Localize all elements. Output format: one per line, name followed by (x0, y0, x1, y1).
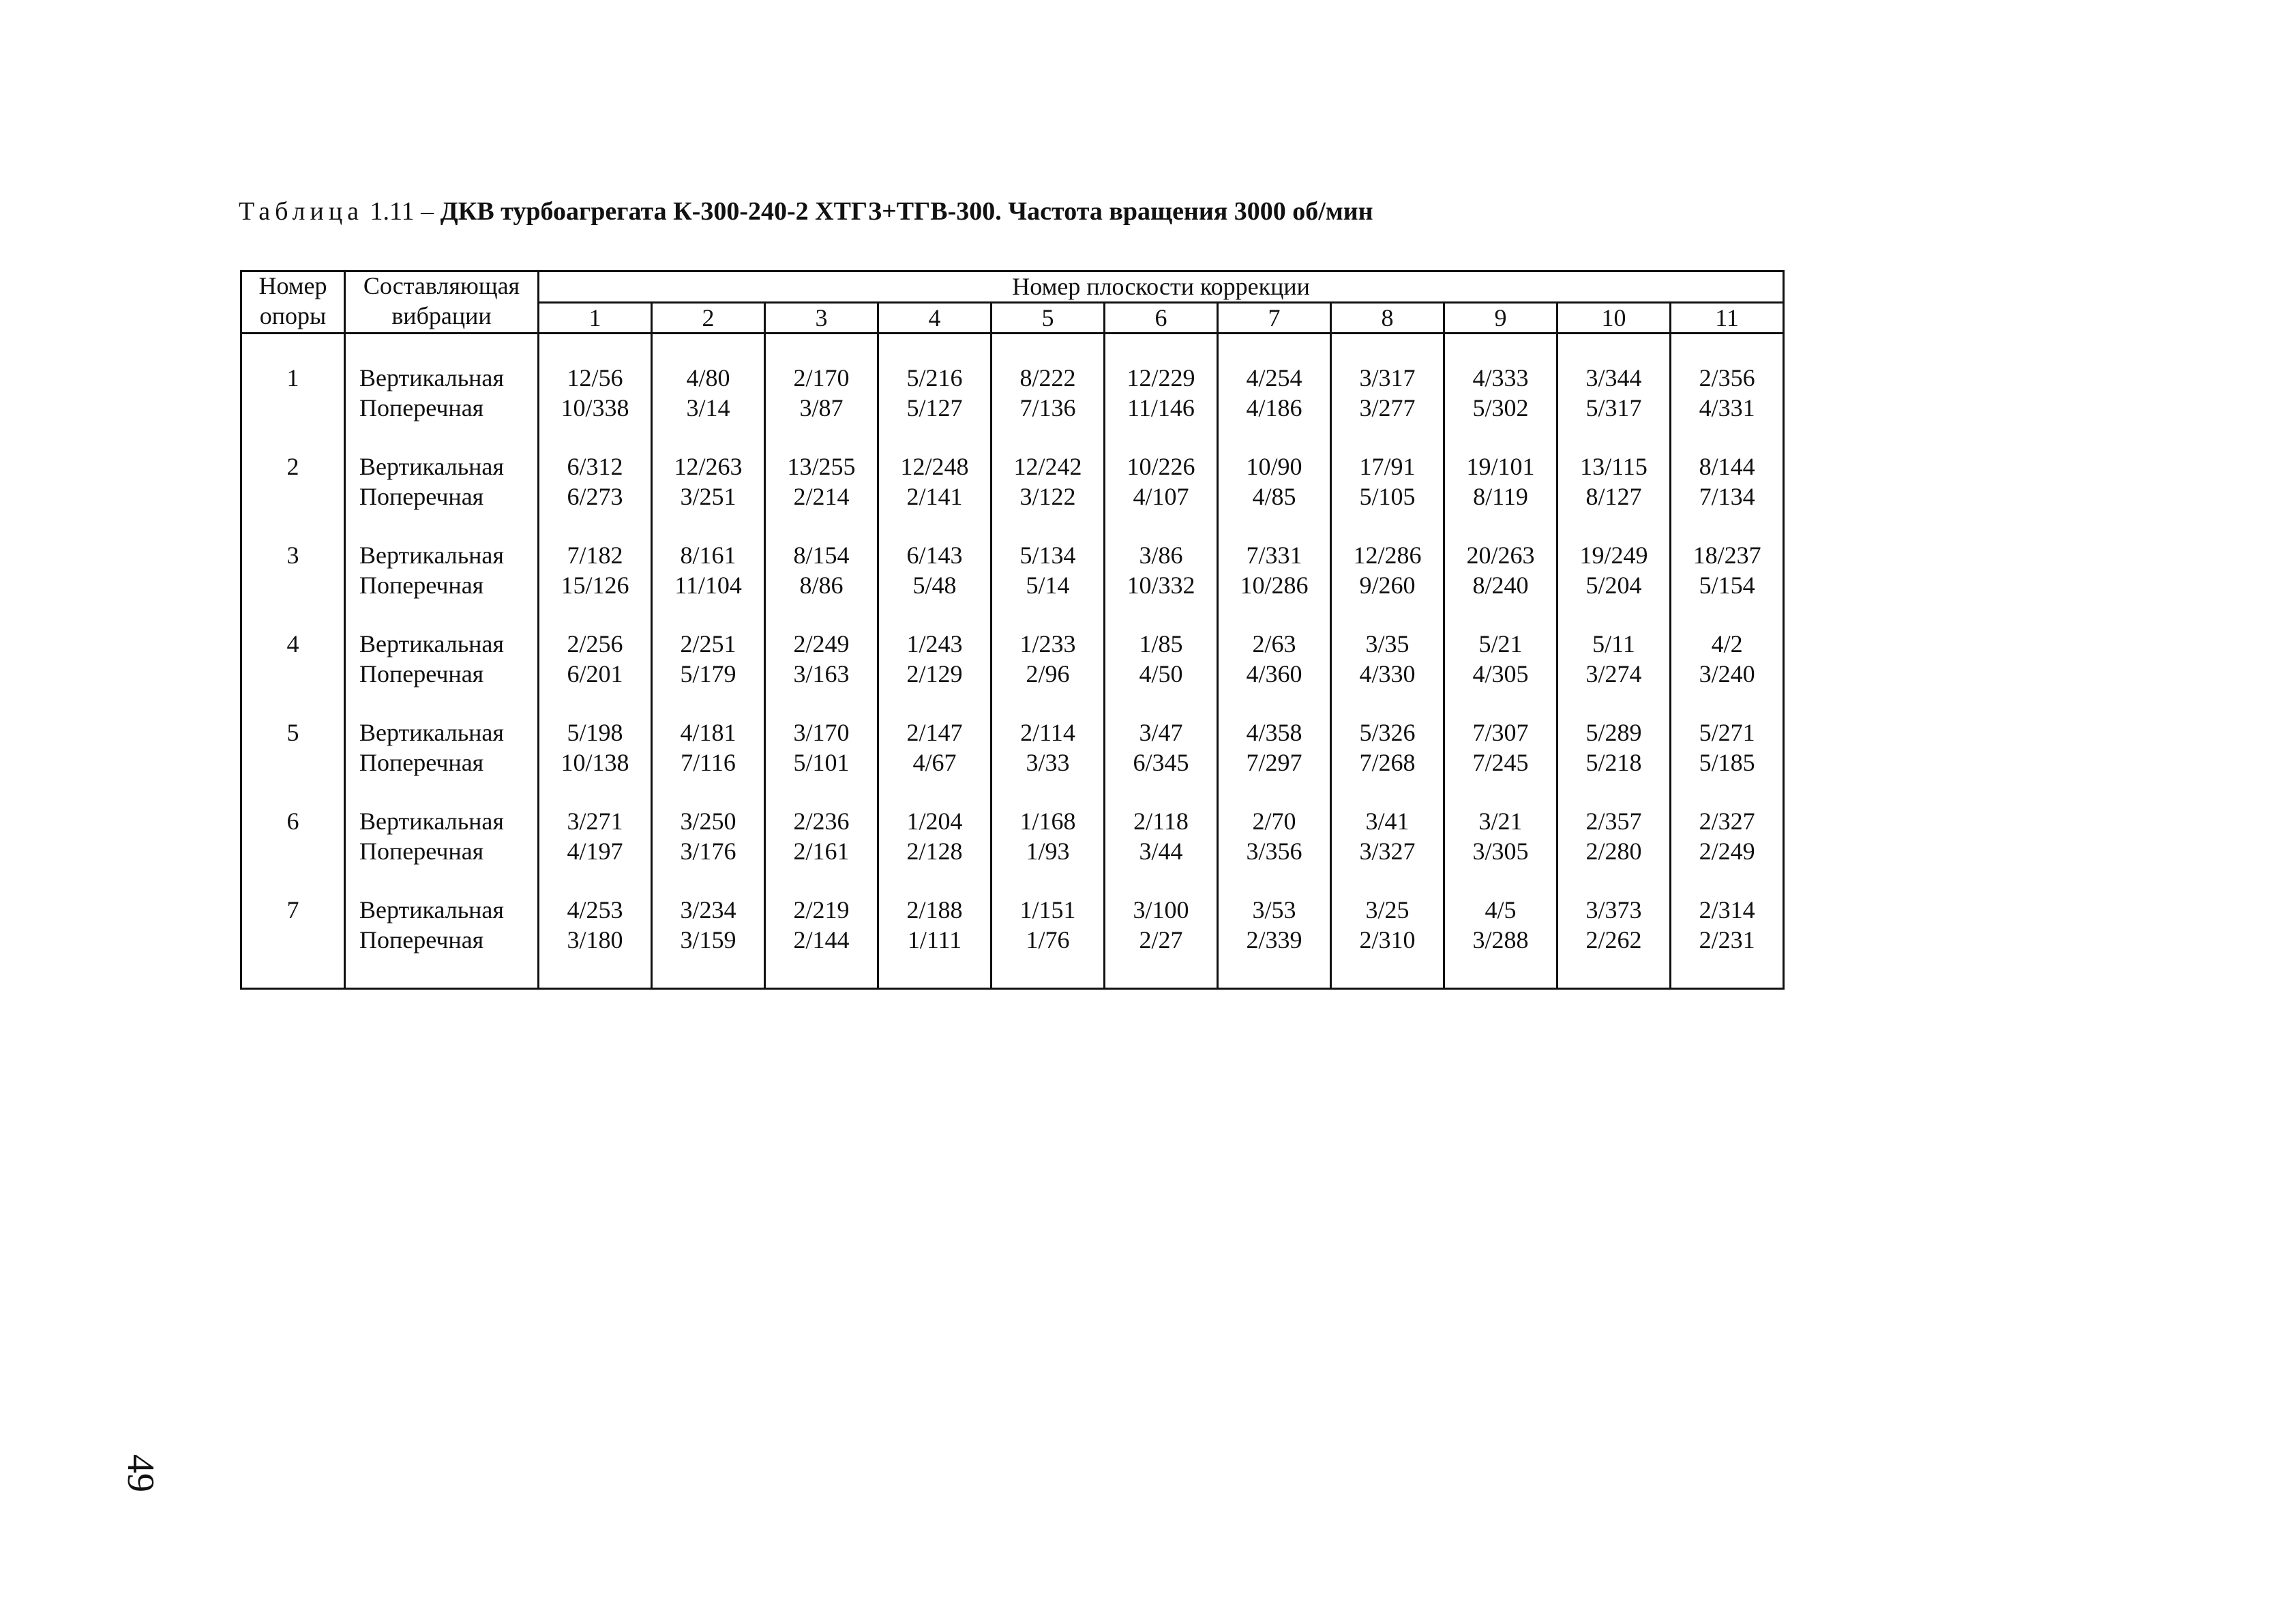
value-cell (652, 689, 765, 778)
table-header (241, 271, 1784, 334)
value-cell (1218, 778, 1331, 866)
transverse-value: 5/154 (1699, 572, 1755, 599)
transverse-value: 3/33 (1026, 749, 1070, 776)
vertical-value: 13/115 (1580, 453, 1648, 480)
vertical-value: 8/161 (680, 542, 736, 569)
value-cell (1557, 689, 1671, 778)
component-transverse: Поперечная (359, 483, 484, 510)
support-number: 2 (241, 423, 345, 512)
value-cell (1557, 334, 1671, 424)
vertical-value: 2/356 (1699, 364, 1755, 391)
component-vertical: Вертикальная (359, 453, 504, 480)
vertical-value: 4/254 (1246, 364, 1302, 391)
transverse-value: 5/317 (1585, 394, 1642, 422)
transverse-value: 7/297 (1246, 749, 1302, 776)
component-labels (345, 689, 539, 778)
transverse-value: 7/136 (1019, 394, 1076, 422)
vertical-value: 1/243 (906, 630, 963, 657)
transverse-value: 11/146 (1127, 394, 1195, 422)
transverse-value: 2/27 (1139, 926, 1183, 954)
component-vertical: Вертикальная (359, 808, 504, 835)
vertical-value: 12/229 (1127, 364, 1195, 391)
header-plane-11: 11 (1671, 302, 1784, 334)
header-plane-1: 1 (539, 302, 652, 334)
value-cell (765, 600, 878, 689)
vertical-value: 2/256 (567, 630, 623, 657)
transverse-value: 1/111 (907, 926, 962, 954)
value-cell (1331, 600, 1444, 689)
transverse-value: 4/85 (1252, 483, 1296, 510)
transverse-value: 2/280 (1585, 838, 1642, 865)
component-vertical: Вертикальная (359, 364, 504, 391)
vertical-value: 5/271 (1699, 719, 1755, 746)
value-cell (1105, 689, 1218, 778)
transverse-value: 2/310 (1359, 926, 1416, 954)
transverse-value: 2/262 (1585, 926, 1642, 954)
value-cell (878, 778, 992, 866)
vertical-value: 3/53 (1252, 896, 1296, 923)
value-cell (1444, 600, 1557, 689)
transverse-value: 6/345 (1133, 749, 1189, 776)
component-transverse: Поперечная (359, 838, 484, 865)
vertical-value: 8/222 (1019, 364, 1076, 391)
vertical-value: 17/91 (1359, 453, 1416, 480)
vertical-value: 2/118 (1133, 808, 1189, 835)
value-cell (1671, 334, 1784, 424)
value-cell (878, 600, 992, 689)
value-cell (1105, 600, 1218, 689)
transverse-value: 4/186 (1246, 394, 1302, 422)
transverse-value: 3/14 (686, 394, 730, 422)
vertical-value: 3/21 (1478, 808, 1523, 835)
support-number: 5 (241, 689, 345, 778)
value-cell (1671, 689, 1784, 778)
header-plane-2: 2 (652, 302, 765, 334)
value-cell (992, 512, 1105, 600)
header-plane-10: 10 (1557, 302, 1671, 334)
support-number: 3 (241, 512, 345, 600)
transverse-value: 3/288 (1472, 926, 1529, 954)
vertical-value: 13/255 (787, 453, 856, 480)
transverse-value: 5/105 (1359, 483, 1416, 510)
vertical-value: 2/357 (1585, 808, 1642, 835)
vertical-value: 3/47 (1139, 719, 1183, 746)
support-number: 7 (241, 866, 345, 989)
transverse-value: 3/176 (680, 838, 736, 865)
vertical-value: 5/326 (1359, 719, 1416, 746)
value-cell (1444, 334, 1557, 424)
table-caption (239, 196, 1373, 226)
transverse-value: 4/67 (912, 749, 957, 776)
value-cell (765, 866, 878, 989)
vertical-value: 2/63 (1252, 630, 1296, 657)
value-cell (1671, 423, 1784, 512)
transverse-value: 5/302 (1472, 394, 1529, 422)
transverse-value: 3/180 (567, 926, 623, 954)
transverse-value: 4/305 (1472, 660, 1529, 688)
vertical-value: 3/271 (567, 808, 623, 835)
transverse-value: 5/185 (1699, 749, 1755, 776)
value-cell (1444, 778, 1557, 866)
value-cell (652, 600, 765, 689)
component-transverse: Поперечная (359, 749, 484, 776)
value-cell (1444, 866, 1557, 989)
vertical-value: 19/249 (1579, 542, 1648, 569)
header-plane-9: 9 (1444, 302, 1557, 334)
value-cell (1218, 866, 1331, 989)
vertical-value: 19/101 (1466, 453, 1535, 480)
transverse-value: 5/127 (906, 394, 963, 422)
vertical-value: 2/147 (906, 719, 963, 746)
transverse-value: 2/96 (1026, 660, 1070, 688)
table-row (241, 334, 1784, 424)
transverse-value: 2/231 (1699, 926, 1755, 954)
vertical-value: 2/70 (1252, 808, 1296, 835)
vertical-value: 1/151 (1019, 896, 1076, 923)
transverse-value: 6/273 (567, 483, 623, 510)
vertical-value: 2/327 (1699, 808, 1755, 835)
vertical-value: 5/289 (1585, 719, 1642, 746)
component-transverse: Поперечная (359, 660, 484, 688)
transverse-value: 10/332 (1127, 572, 1195, 599)
transverse-value: 3/87 (799, 394, 844, 422)
value-cell (878, 866, 992, 989)
header-planes-title: Номер плоскости коррекции (539, 271, 1784, 303)
component-labels (345, 334, 539, 424)
vertical-value: 1/204 (906, 808, 963, 835)
transverse-value: 3/251 (680, 483, 736, 510)
header-component: Составляющая вибрации (345, 271, 539, 334)
header-plane-7: 7 (1218, 302, 1331, 334)
vertical-value: 3/344 (1585, 364, 1642, 391)
vertical-value: 12/56 (567, 364, 623, 391)
vertical-value: 2/114 (1020, 719, 1075, 746)
value-cell (765, 334, 878, 424)
table-row (241, 512, 1784, 600)
transverse-value: 5/48 (912, 572, 957, 599)
transverse-value: 5/204 (1585, 572, 1642, 599)
transverse-value: 7/268 (1359, 749, 1416, 776)
value-cell (539, 423, 652, 512)
vertical-value: 2/219 (793, 896, 850, 923)
vertical-value: 4/358 (1246, 719, 1302, 746)
vertical-value: 12/248 (900, 453, 969, 480)
value-cell (1218, 512, 1331, 600)
value-cell (1671, 512, 1784, 600)
value-cell (1331, 778, 1444, 866)
vertical-value: 4/333 (1472, 364, 1529, 391)
value-cell (539, 512, 652, 600)
page-number: 49 (119, 1454, 162, 1492)
component-transverse: Поперечная (359, 394, 484, 422)
vertical-value: 3/41 (1365, 808, 1410, 835)
value-cell (539, 600, 652, 689)
vertical-value: 6/143 (906, 542, 963, 569)
transverse-value: 3/356 (1246, 838, 1302, 865)
value-cell (992, 334, 1105, 424)
value-cell (539, 334, 652, 424)
value-cell (1218, 423, 1331, 512)
value-cell (539, 866, 652, 989)
value-cell (1444, 512, 1557, 600)
table-row (241, 600, 1784, 689)
value-cell (652, 866, 765, 989)
vertical-value: 3/317 (1359, 364, 1416, 391)
value-cell (1557, 423, 1671, 512)
component-labels (345, 423, 539, 512)
value-cell (992, 778, 1105, 866)
transverse-value: 10/338 (561, 394, 629, 422)
transverse-value: 2/144 (793, 926, 850, 954)
component-labels (345, 778, 539, 866)
vertical-value: 2/251 (680, 630, 736, 657)
transverse-value: 2/128 (906, 838, 963, 865)
value-cell (652, 423, 765, 512)
vertical-value: 10/226 (1127, 453, 1195, 480)
transverse-value: 7/245 (1472, 749, 1529, 776)
value-cell (992, 866, 1105, 989)
table-row (241, 689, 1784, 778)
transverse-value: 4/50 (1139, 660, 1183, 688)
vertical-value: 2/170 (793, 364, 850, 391)
transverse-value: 10/138 (561, 749, 629, 776)
vertical-value: 6/312 (567, 453, 623, 480)
transverse-value: 2/249 (1699, 838, 1755, 865)
transverse-value: 5/218 (1585, 749, 1642, 776)
vertical-value: 1/168 (1019, 808, 1076, 835)
transverse-value: 4/330 (1359, 660, 1416, 688)
vertical-value: 5/198 (567, 719, 623, 746)
transverse-value: 2/129 (906, 660, 963, 688)
transverse-value: 6/201 (567, 660, 623, 688)
vertical-value: 3/100 (1133, 896, 1189, 923)
value-cell (1671, 866, 1784, 989)
transverse-value: 3/159 (680, 926, 736, 954)
transverse-value: 4/331 (1699, 394, 1755, 422)
value-cell (1331, 512, 1444, 600)
transverse-value: 11/104 (674, 572, 742, 599)
vertical-value: 3/35 (1365, 630, 1410, 657)
value-cell (1557, 512, 1671, 600)
support-number: 6 (241, 778, 345, 866)
value-cell (1105, 423, 1218, 512)
vertical-value: 3/25 (1365, 896, 1410, 923)
caption-title: ДКВ турбоагрегата К-300-240-2 ХТГЗ+ТГВ-300. Частота вращения 3000 об/мин (440, 197, 1373, 226)
component-transverse: Поперечная (359, 572, 484, 599)
value-cell (992, 423, 1105, 512)
transverse-value: 3/240 (1699, 660, 1755, 688)
value-cell (1557, 600, 1671, 689)
vertical-value: 5/134 (1019, 542, 1076, 569)
transverse-value: 2/339 (1246, 926, 1302, 954)
component-transverse: Поперечная (359, 926, 484, 954)
value-cell (1671, 600, 1784, 689)
transverse-value: 5/14 (1026, 572, 1070, 599)
transverse-value: 3/44 (1139, 838, 1183, 865)
value-cell (765, 423, 878, 512)
vertical-value: 2/314 (1699, 896, 1755, 923)
component-vertical: Вертикальная (359, 719, 504, 746)
table-row (241, 778, 1784, 866)
vertical-value: 4/80 (686, 364, 730, 391)
vertical-value: 20/263 (1466, 542, 1535, 569)
value-cell (1331, 689, 1444, 778)
vertical-value: 3/234 (680, 896, 736, 923)
vertical-value: 2/188 (906, 896, 963, 923)
transverse-value: 8/86 (799, 572, 844, 599)
value-cell (652, 778, 765, 866)
header-plane-6: 6 (1105, 302, 1218, 334)
value-cell (878, 689, 992, 778)
value-cell (1671, 778, 1784, 866)
vertical-value: 18/237 (1693, 542, 1761, 569)
transverse-value: 3/305 (1472, 838, 1529, 865)
header-support: Номер опоры (241, 271, 345, 334)
vertical-value: 3/250 (680, 808, 736, 835)
value-cell (1557, 778, 1671, 866)
transverse-value: 4/360 (1246, 660, 1302, 688)
vertical-value: 8/144 (1699, 453, 1755, 480)
vertical-value: 3/86 (1139, 542, 1183, 569)
vertical-value: 7/331 (1246, 542, 1302, 569)
value-cell (992, 689, 1105, 778)
header-plane-5: 5 (992, 302, 1105, 334)
table-body (241, 334, 1784, 989)
vertical-value: 8/154 (793, 542, 850, 569)
value-cell (1105, 334, 1218, 424)
vertical-value: 5/216 (906, 364, 963, 391)
table-row (241, 423, 1784, 512)
value-cell (1105, 866, 1218, 989)
vertical-value: 2/249 (793, 630, 850, 657)
vertical-value: 3/170 (793, 719, 850, 746)
support-number: 1 (241, 334, 345, 424)
transverse-value: 1/76 (1026, 926, 1070, 954)
value-cell (765, 512, 878, 600)
value-cell (878, 334, 992, 424)
transverse-value: 2/214 (793, 483, 850, 510)
vertical-value: 4/181 (680, 719, 736, 746)
value-cell (1444, 423, 1557, 512)
vertical-value: 2/236 (793, 808, 850, 835)
support-number: 4 (241, 600, 345, 689)
value-cell (1331, 423, 1444, 512)
value-cell (765, 778, 878, 866)
transverse-value: 7/134 (1699, 483, 1755, 510)
vertical-value: 7/182 (567, 542, 623, 569)
vertical-value: 4/2 (1711, 630, 1743, 657)
caption-number: 1.11 – (370, 197, 434, 226)
transverse-value: 4/197 (567, 838, 623, 865)
transverse-value: 15/126 (561, 572, 629, 599)
transverse-value: 2/161 (793, 838, 850, 865)
component-labels (345, 866, 539, 989)
transverse-value: 3/327 (1359, 838, 1416, 865)
value-cell (1331, 334, 1444, 424)
value-cell (1331, 866, 1444, 989)
vertical-value: 7/307 (1472, 719, 1529, 746)
value-cell (878, 512, 992, 600)
transverse-value: 3/163 (793, 660, 850, 688)
transverse-value: 5/179 (680, 660, 736, 688)
vibration-coefficients-table (240, 270, 1785, 990)
component-labels (345, 512, 539, 600)
value-cell (539, 778, 652, 866)
transverse-value: 3/274 (1585, 660, 1642, 688)
value-cell (1218, 600, 1331, 689)
table-row (241, 866, 1784, 989)
transverse-value: 10/286 (1240, 572, 1309, 599)
transverse-value: 8/119 (1473, 483, 1528, 510)
value-cell (1105, 512, 1218, 600)
transverse-value: 1/93 (1026, 838, 1070, 865)
transverse-value: 8/240 (1472, 572, 1529, 599)
vertical-value: 12/242 (1013, 453, 1082, 480)
value-cell (1557, 866, 1671, 989)
transverse-value: 4/107 (1133, 483, 1189, 510)
vertical-value: 4/5 (1485, 896, 1517, 923)
vertical-value: 5/11 (1592, 630, 1635, 657)
transverse-value: 7/116 (681, 749, 736, 776)
value-cell (1218, 689, 1331, 778)
value-cell (652, 512, 765, 600)
value-cell (1105, 778, 1218, 866)
caption-prefix: Таблица (239, 197, 364, 226)
vertical-value: 5/21 (1478, 630, 1523, 657)
value-cell (539, 689, 652, 778)
value-cell (765, 689, 878, 778)
vertical-value: 1/233 (1019, 630, 1076, 657)
vertical-value: 10/90 (1246, 453, 1302, 480)
component-labels (345, 600, 539, 689)
header-plane-4: 4 (878, 302, 992, 334)
value-cell (652, 334, 765, 424)
vertical-value: 12/286 (1353, 542, 1422, 569)
vertical-value: 12/263 (674, 453, 743, 480)
value-cell (878, 423, 992, 512)
transverse-value: 9/260 (1359, 572, 1416, 599)
transverse-value: 3/277 (1359, 394, 1416, 422)
transverse-value: 5/101 (793, 749, 850, 776)
value-cell (992, 600, 1105, 689)
component-vertical: Вертикальная (359, 896, 504, 923)
value-cell (1218, 334, 1331, 424)
component-vertical: Вертикальная (359, 630, 504, 657)
vertical-value: 3/373 (1585, 896, 1642, 923)
vertical-value: 4/253 (567, 896, 623, 923)
transverse-value: 3/122 (1019, 483, 1076, 510)
vertical-value: 1/85 (1139, 630, 1183, 657)
header-plane-3: 3 (765, 302, 878, 334)
transverse-value: 2/141 (906, 483, 963, 510)
value-cell (1444, 689, 1557, 778)
component-vertical: Вертикальная (359, 542, 504, 569)
transverse-value: 8/127 (1585, 483, 1642, 510)
header-plane-8: 8 (1331, 302, 1444, 334)
